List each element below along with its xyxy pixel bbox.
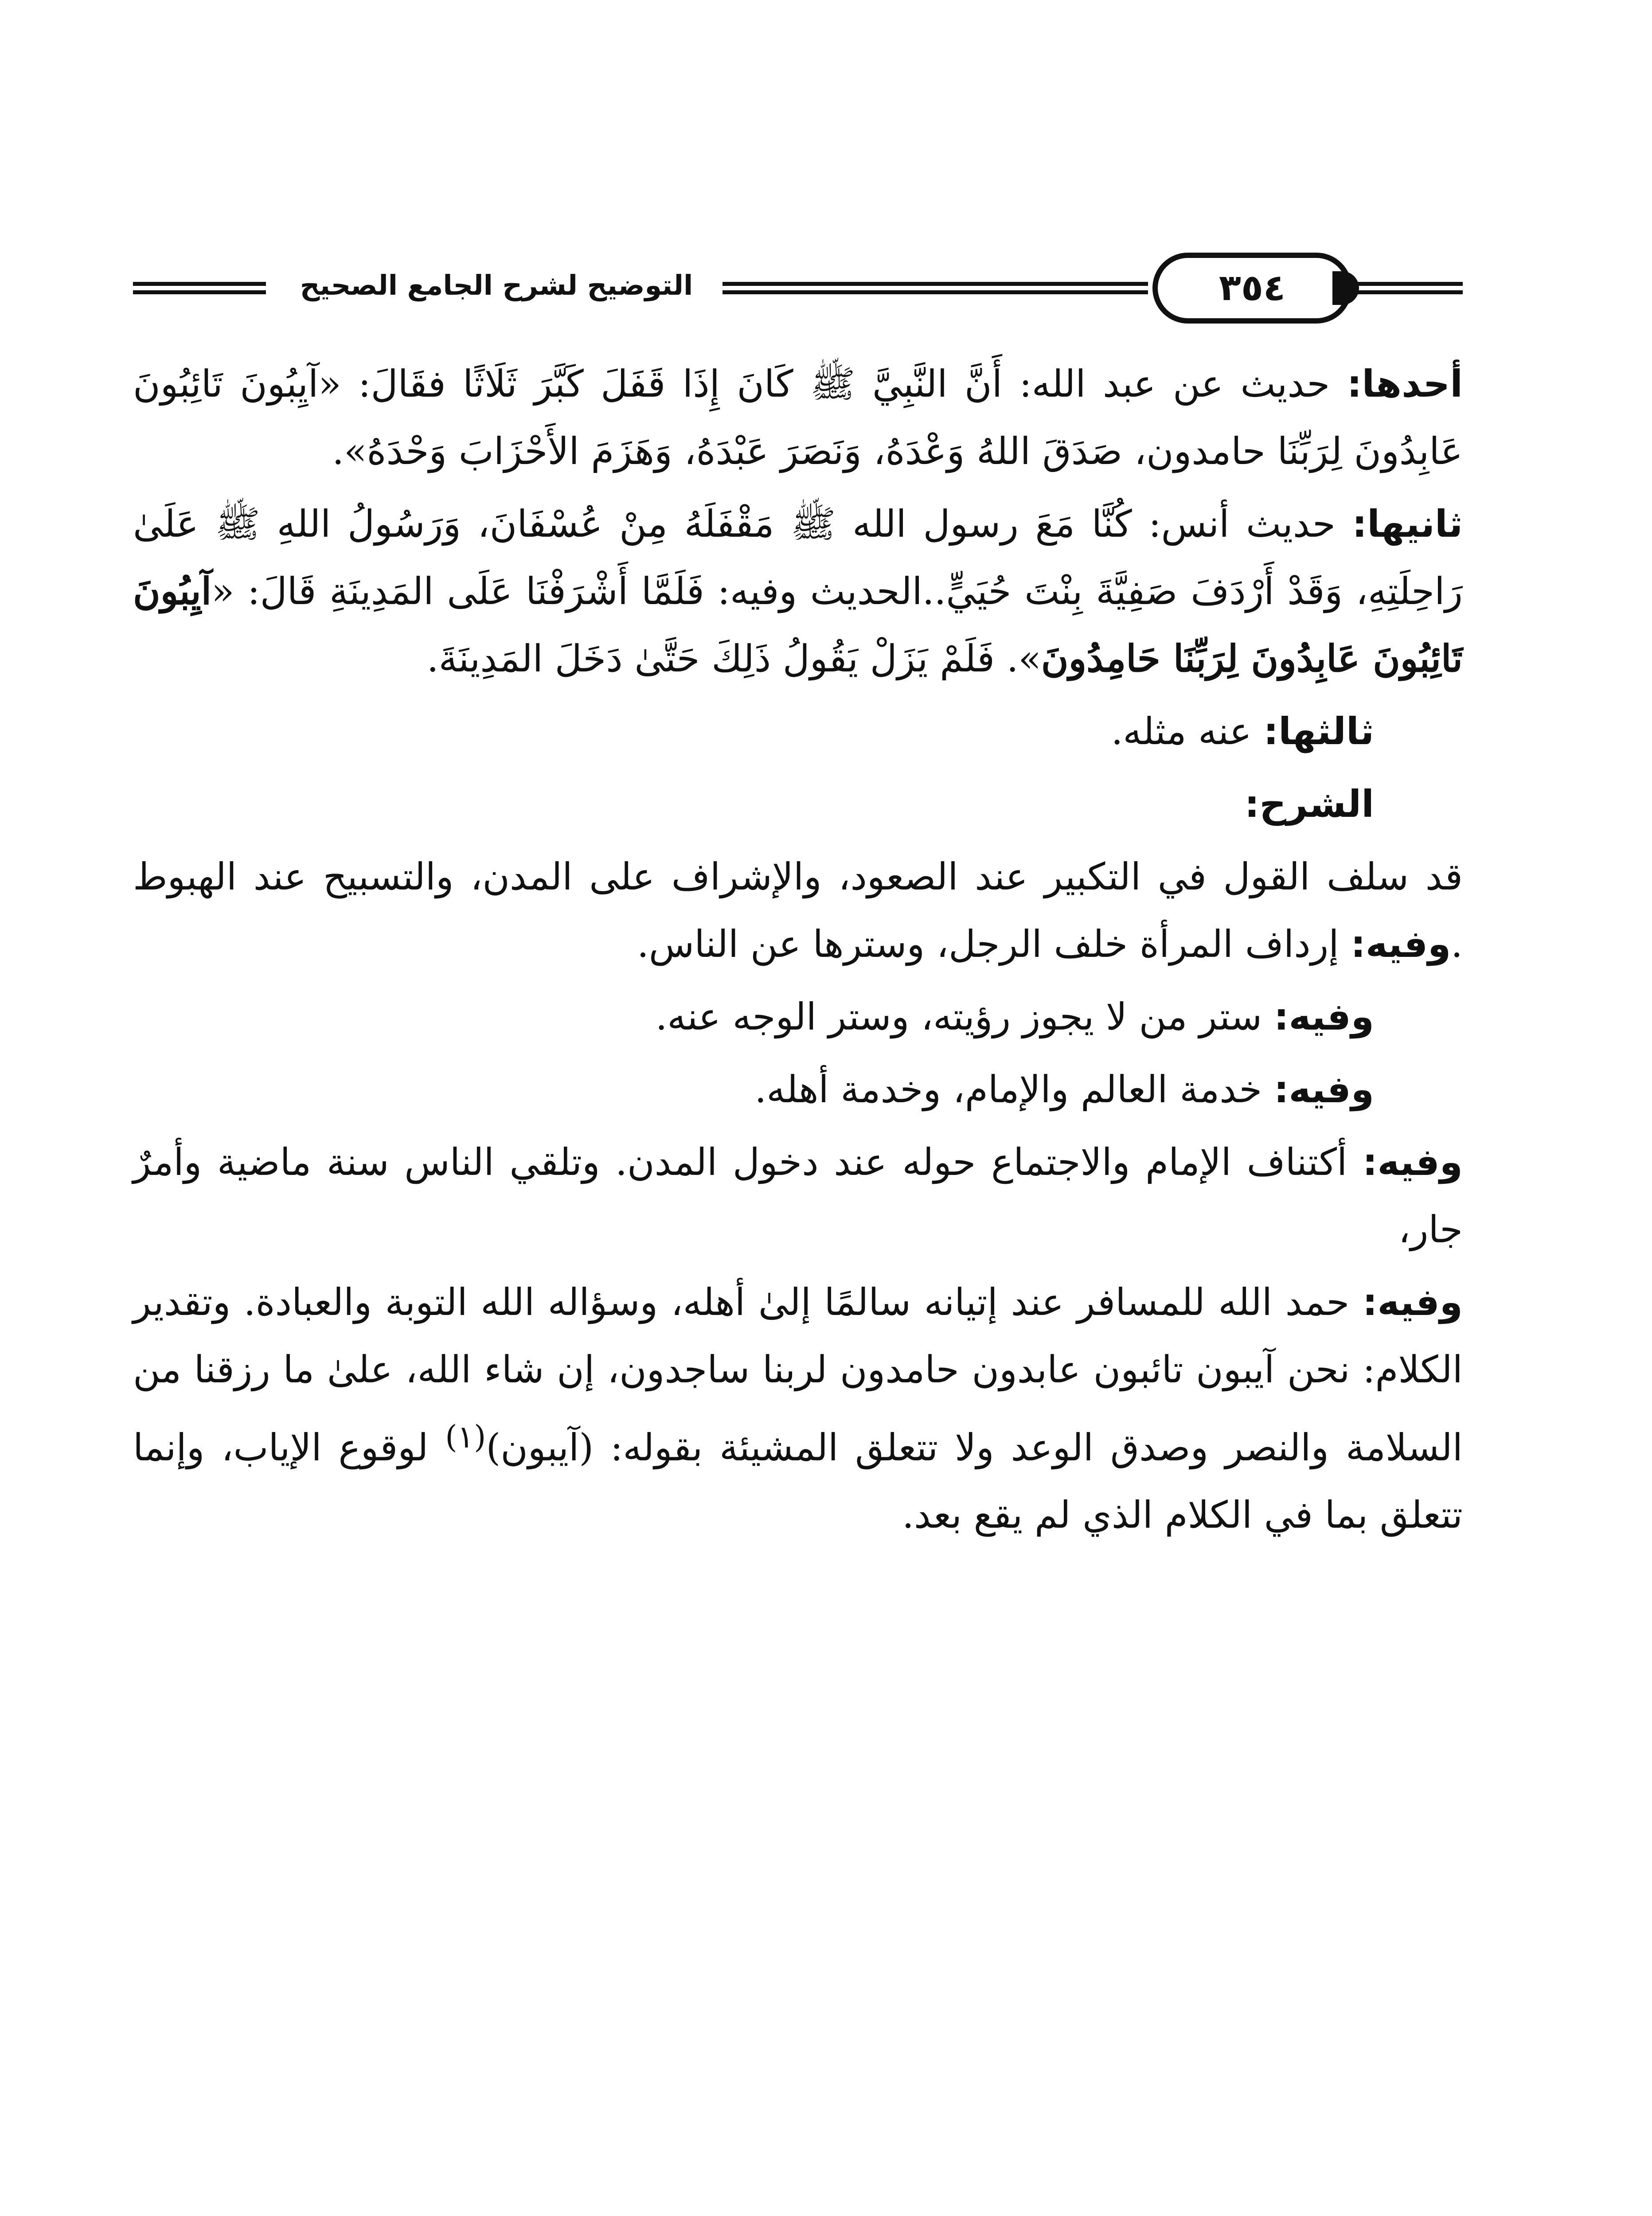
header-rule-middle (723, 282, 1148, 294)
paragraph-benefit-gathering (133, 1128, 1463, 1263)
header-rule-right (1356, 282, 1463, 294)
paragraph-text: حديث عن عبد الله: أَنَّ النَّبِيَّ ﷺ كَانَ إِذَا قَفَلَ كَبَّرَ ثَلَاثًا فقَالَ: «آيِبُونَ تَائِبُونَ عَابِدُونَ لِرَبِّنَا حامدون، صَدَقَ اللهُ وَعْدَهُ، وَنَصَرَ عَبْدَهُ، وَهَزَمَ الأَحْزَابَ وَحْدَهُ». (133, 362, 1463, 473)
paragraph-label: وفيه: (1362, 1280, 1463, 1324)
paragraph-label: وفيه: (1273, 1068, 1374, 1111)
paragraph-text-continued: ». فَلَمْ يَزَلْ يَقُولُ ذَلِكَ حَتَّىٰ دَخَلَ المَدِينَةَ. (426, 637, 1041, 680)
paragraph-benefit-praise (133, 1268, 1463, 1549)
paragraph-text: أكتناف الإمام والاجتماع حوله عند دخول المدن. وتلقي الناس سنة ماضية وأمرٌ جار، (133, 1140, 1463, 1251)
paragraph-text: حديث أنس: كُنَّا مَعَ رسول الله ﷺ مَقْفَلَهُ مِنْ عُسْفَانَ، وَرَسُولُ اللهِ ﷺ عَلَىٰ رَاحِلَتِهِ، وَقَدْ أَرْدَفَ صَفِيَّةَ بِنْتَ حُيَيٍّ..الحديث وفيه: فَلَمَّا أَشْرَفْنَا عَلَى المَدِينَةِ قَالَ: « (133, 502, 1463, 613)
paragraph-label: وفيه: (1273, 995, 1374, 1038)
page-header (133, 248, 1463, 337)
paragraph-third-hadith (133, 698, 1463, 765)
header-rule-left (133, 282, 266, 294)
paragraph-text-continued: إرداف المرأة خلف الرجل، وسترها عن الناس. (637, 922, 1351, 966)
footnote-reference[interactable]: (١) (445, 1419, 486, 1455)
quoted-supplication: آيِبُونَ تَائِبُونَ عَابِدُونَ لِرَبِّنَا حَامِدُونَ (133, 569, 1463, 680)
running-title: التوضيح لشرح الجامع الصحيح (300, 269, 693, 301)
paragraph-text: خدمة العالم والإمام، وخدمة أهله. (754, 1068, 1274, 1111)
paragraph-text: حمد الله للمسافر عند إتيانه سالمًا إلىٰ أهله، وسؤاله الله التوبة والعبادة. وتقدير الكلام: نحن آيبون تائبون عابدون حامدون لربنا ساجدون، إن شاء الله، علىٰ ما رزقنا من السلامة والنصر وصدق الوعد ولا تتعلق المشيئة بقوله: (آيبون) (133, 1280, 1463, 1469)
paragraph-label: ثالثها: (1263, 710, 1374, 753)
paragraph-text: عنه مثله. (1111, 710, 1264, 753)
paragraph-benefit-service (133, 1056, 1463, 1123)
paragraph-text: ستر من لا يجوز رؤيته، وستر الوجه عنه. (655, 995, 1274, 1038)
page-number-badge (1152, 253, 1352, 324)
paragraph-label: وفيه: (1362, 1140, 1463, 1184)
paragraph-label: ثانيها: (1352, 502, 1463, 546)
paragraph-label: أحدها: (1347, 362, 1463, 406)
paragraph-second-hadith (133, 490, 1463, 692)
paragraph-first-hadith (133, 350, 1463, 485)
paragraph-commentary (133, 843, 1463, 978)
main-text (133, 350, 1463, 1549)
page-number: ٣٥٤ (1218, 267, 1286, 309)
paragraph-benefit-veiling (133, 983, 1463, 1050)
paragraph-text: قد سلف القول في التكبير عند الصعود، والإشراف على المدن، والتسبيح عند الهبوط . (133, 855, 1463, 966)
section-heading: الشرح: (1244, 782, 1374, 826)
paragraph-text-continued: لوقوع الإياب، وإنما تتعلق بما في الكلام الذي لم يقع بعد. (133, 1426, 1463, 1537)
paragraph-label: وفيه: (1351, 922, 1451, 966)
